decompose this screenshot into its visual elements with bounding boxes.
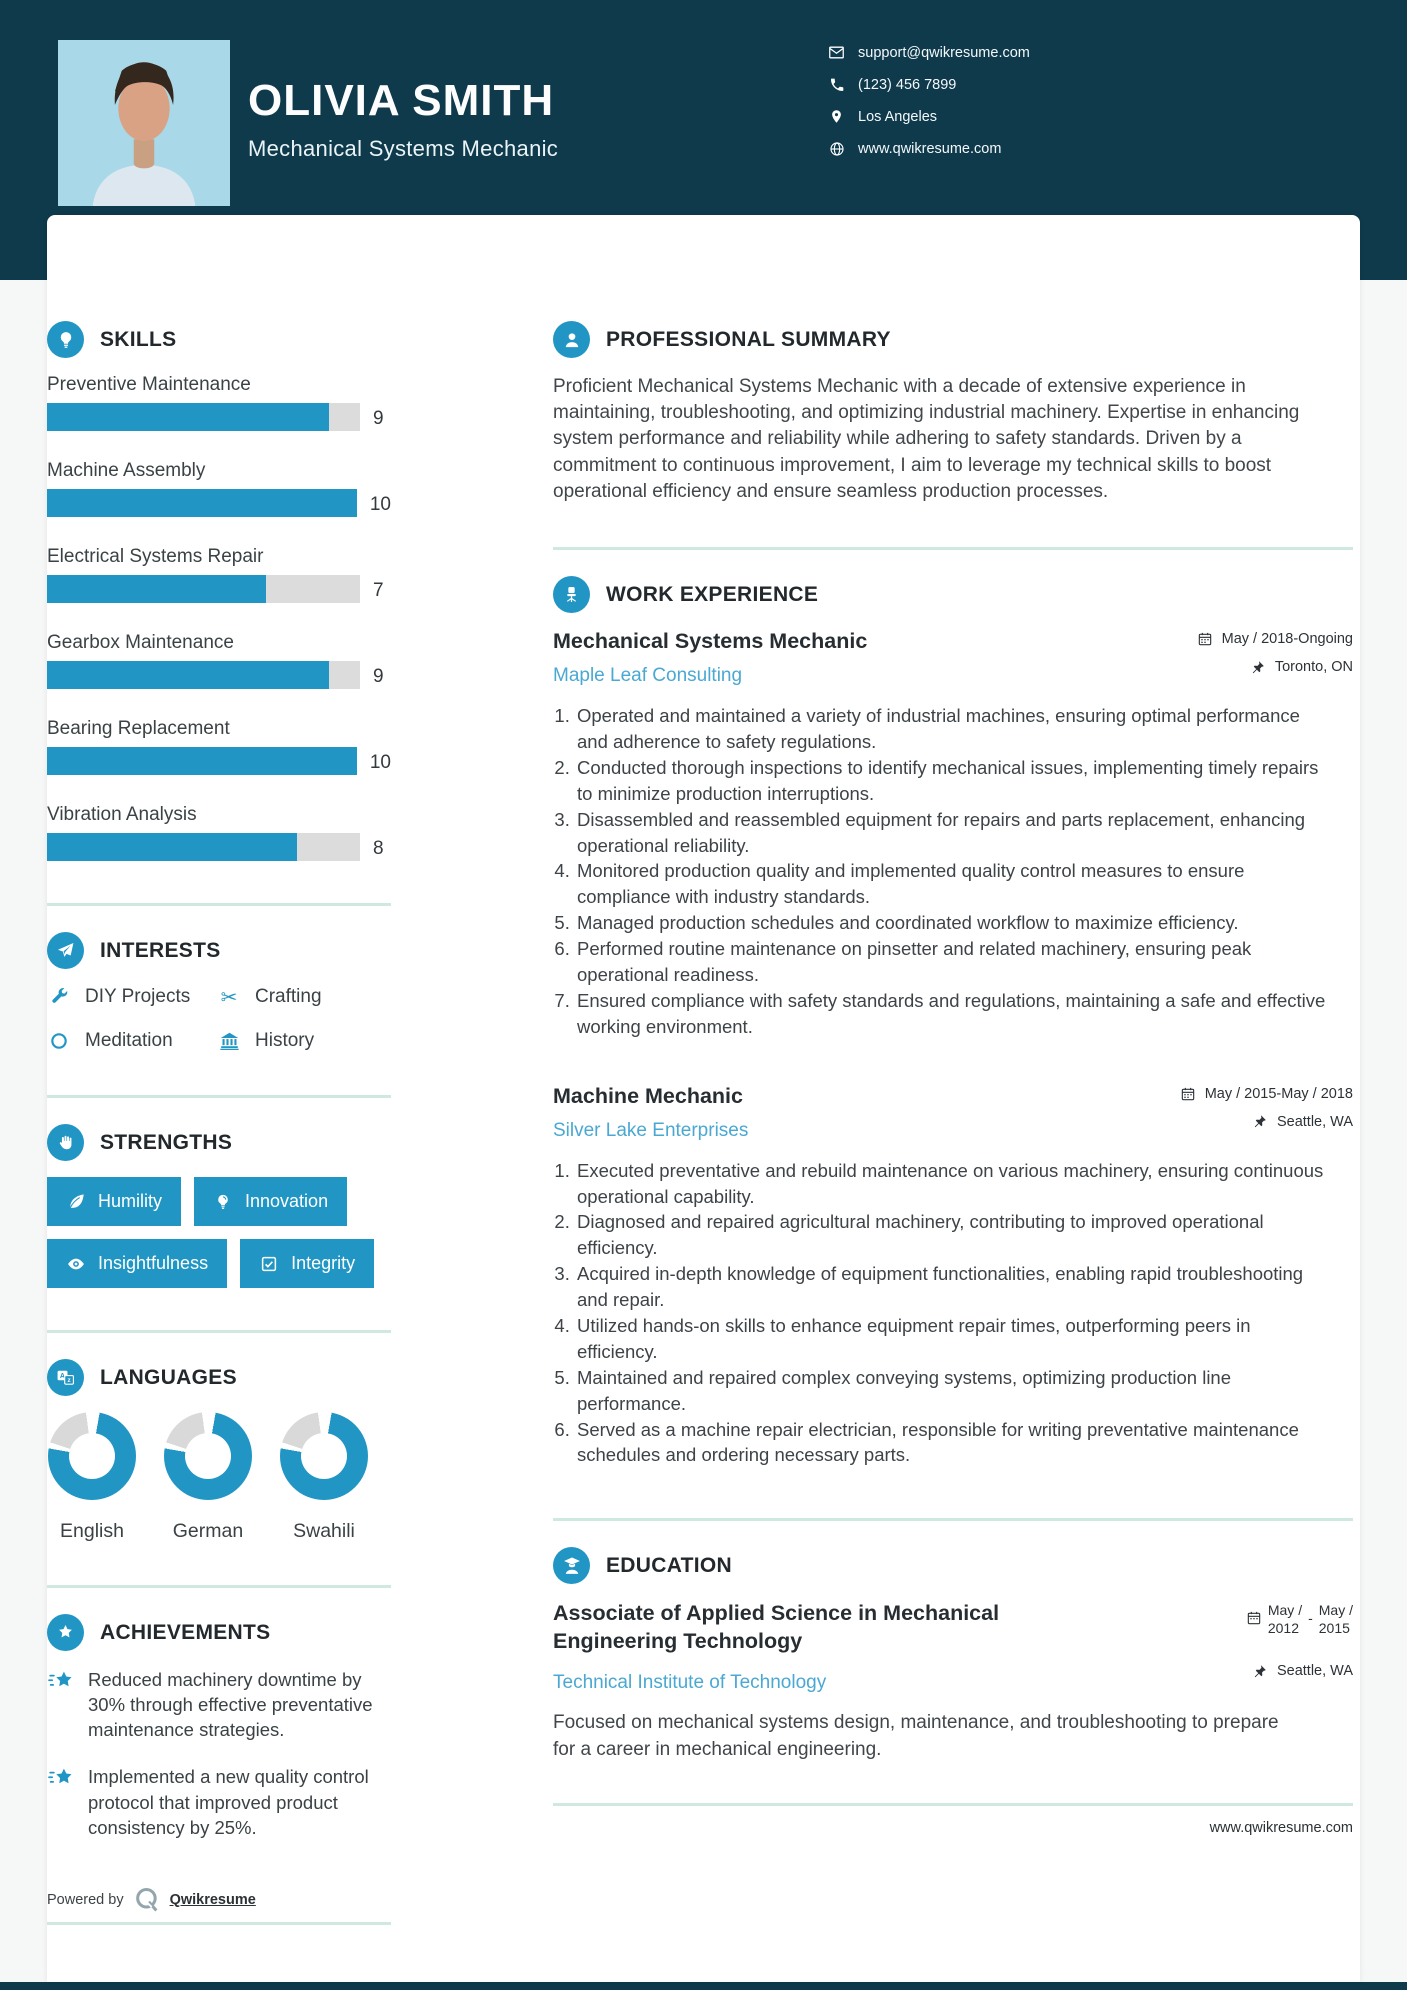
section-divider: [47, 1585, 391, 1588]
check-square-icon: [259, 1254, 279, 1274]
job-entry: [553, 1084, 1353, 1469]
eye-icon: [66, 1254, 86, 1274]
skill-label: Vibration Analysis: [47, 804, 197, 825]
strength-label: Integrity: [291, 1253, 356, 1273]
section-divider: [47, 1330, 391, 1333]
skill-label: Electrical Systems Repair: [47, 546, 264, 567]
interest-label: History: [255, 1030, 315, 1051]
identity-block: [248, 76, 558, 162]
job-company-link[interactable]: Maple Leaf Consulting: [553, 665, 743, 687]
language-donut-chart: [280, 1412, 368, 1500]
skill-bar-track: [47, 661, 360, 689]
skills-heading: SKILLS: [100, 327, 177, 351]
education-degree: Associate of Applied Science in Mechanical Engineering Technology: [553, 1601, 1000, 1654]
skill-value: 7: [373, 580, 384, 601]
skill-row: [47, 374, 391, 431]
language-item: [279, 1412, 369, 1543]
calendar-icon: [1246, 1610, 1262, 1626]
job-meta: [1197, 629, 1353, 687]
strength-badge: [194, 1177, 347, 1226]
phone-icon: [828, 76, 845, 93]
job-dates: [1197, 631, 1353, 647]
globe-icon: [828, 140, 845, 157]
education-meta: [1246, 1600, 1353, 1691]
lightbulb-icon: [47, 321, 84, 358]
contact-location-text: Los Angeles: [858, 108, 938, 125]
job-location-text: Seattle, WA: [1276, 1113, 1353, 1130]
graduate-icon: [553, 1547, 590, 1584]
job-dates-text: May / 2015-May / 2018: [1204, 1085, 1353, 1102]
strength-badge: [240, 1239, 374, 1288]
q-logo-icon: [133, 1886, 161, 1914]
job-bullet: 7. Ensured compliance with safety standards and regulations, maintaining a safe and effective working environment.: [575, 988, 1327, 1040]
skill-label: Gearbox Maintenance: [47, 632, 234, 653]
translate-icon: [47, 1359, 84, 1396]
job-bullet-list: [575, 703, 1327, 1040]
person-icon: [553, 321, 590, 358]
achievements-section-heading: [47, 1614, 391, 1651]
wrench-icon: [47, 985, 71, 1009]
skill-row: [47, 718, 391, 775]
interests-grid: [47, 985, 391, 1053]
job-location: [1197, 659, 1353, 675]
job-bullet: 6. Served as a machine repair electrician, responsible for writing preventative maintenance schedules and ordering necessary parts.: [575, 1417, 1327, 1469]
skill-bar-track: [47, 575, 360, 603]
job-bullet: 1. Executed preventative and rebuild maintenance on various machinery, ensuring continuous operational capability.: [575, 1158, 1327, 1210]
skill-bar-fill: [47, 833, 297, 861]
education-section-heading: [553, 1547, 1353, 1584]
education-dates: May / 2012 - May / 2015: [1246, 1602, 1353, 1637]
education-location: [1246, 1663, 1353, 1679]
strength-badge: [47, 1239, 227, 1288]
interest-item: [47, 985, 217, 1009]
summary-text: Proficient Mechanical Systems Mechanic with a decade of extensive experience in maintaining, troubleshooting, and optimizing industrial machinery. Expertise in enhancing system performance and reliability while adhering to safety standards. Driven by a commitment to continuous improvement, I aim to leverage my technical skills to boost operational efficiency and ensure seamless production processes.: [553, 376, 1300, 502]
svg-text:z: z: [67, 1377, 71, 1385]
experience-section-heading: [553, 576, 1353, 613]
strength-label: Insightfulness: [98, 1253, 209, 1273]
language-label: English: [60, 1520, 124, 1542]
bulb-icon: [213, 1192, 233, 1212]
interest-item: [47, 1029, 217, 1053]
education-school-link[interactable]: Technical Institute of Technology: [553, 1672, 827, 1694]
circle-icon: [47, 1029, 71, 1053]
powered-by-footer: [47, 1886, 391, 1925]
achievements-heading: ACHIEVEMENTS: [100, 1620, 271, 1644]
skills-section-heading: [47, 321, 391, 358]
website-footer: [553, 1803, 1353, 1836]
skill-bar-fill: [47, 747, 357, 775]
skill-row: [47, 632, 391, 689]
candidate-name: OLIVIA SMITH: [248, 76, 555, 125]
job-bullet: 3. Acquired in-depth knowledge of equipment functionalities, enabling rapid troubleshooting and repair.: [575, 1261, 1327, 1313]
summary-heading: PROFESSIONAL SUMMARY: [606, 327, 891, 351]
language-donut-chart: [164, 1412, 252, 1500]
education-location-text: Seattle, WA: [1276, 1663, 1353, 1680]
candidate-title: Mechanical Systems Mechanic: [248, 136, 559, 161]
skill-value: 10: [369, 752, 391, 773]
contact-location: [828, 108, 1030, 125]
skill-bar-fill: [47, 575, 266, 603]
job-title: Mechanical Systems Mechanic: [553, 629, 868, 654]
contact-website-text: www.qwikresume.com: [858, 140, 1002, 157]
bottom-band: [0, 1982, 1407, 1990]
section-divider: [47, 903, 391, 906]
job-location: [1180, 1114, 1353, 1130]
job-bullet: 6. Performed routine maintenance on pinsetter and related machinery, ensuring peak operational readiness.: [575, 936, 1327, 988]
job-meta: [1180, 1084, 1353, 1142]
interest-label: Meditation: [85, 1030, 173, 1051]
job-bullet: 5. Maintained and repaired complex conveying systems, optimizing production line performance.: [575, 1365, 1327, 1417]
achievement-item: [47, 1764, 391, 1839]
achievement-text: Implemented a new quality control protocol that improved product consistency by 25%.: [88, 1766, 369, 1838]
skill-row: [47, 804, 391, 861]
achievement-text: Reduced machinery downtime by 30% through effective preventative maintenance strategies.: [88, 1669, 373, 1741]
education-heading: EDUCATION: [606, 1553, 732, 1577]
job-dates-text: May / 2018-Ongoing: [1221, 631, 1353, 648]
calendar-icon: [1197, 631, 1213, 647]
skill-row: [47, 546, 391, 603]
strength-badge: [47, 1177, 181, 1226]
skill-value: 10: [369, 494, 391, 515]
footer-website-link[interactable]: www.qwikresume.com: [1209, 1820, 1353, 1837]
powered-by-text: Powered by: [47, 1891, 124, 1908]
skill-bar-track: [47, 489, 357, 517]
languages-section-heading: [47, 1359, 391, 1396]
interest-item: [217, 1029, 391, 1053]
right-column: [553, 321, 1353, 1836]
section-divider: [553, 547, 1353, 550]
job-bullet: 5. Managed production schedules and coordinated workflow to maximize efficiency.: [575, 910, 1327, 936]
strengths-badges: [47, 1177, 391, 1288]
achievement-item: [47, 1667, 391, 1742]
strength-label: Innovation: [245, 1191, 329, 1211]
job-bullet: 4. Monitored production quality and implemented quality control measures to ensure compliance with industry standards.: [575, 858, 1327, 910]
job-bullet: 4. Utilized hands-on skills to enhance equipment repair times, outperforming peers in efficiency.: [575, 1313, 1327, 1365]
language-item: [47, 1412, 137, 1543]
language-label: Swahili: [293, 1520, 355, 1542]
languages-heading: LANGUAGES: [100, 1365, 237, 1389]
job-bullet-list: [575, 1158, 1327, 1469]
content-card: [47, 215, 1360, 1982]
skill-label: Machine Assembly: [47, 460, 206, 481]
skill-bar-fill: [47, 489, 357, 517]
qwikresume-link[interactable]: Qwikresume: [169, 1891, 256, 1908]
strengths-section-heading: [47, 1124, 391, 1161]
job-bullet: 2. Diagnosed and repaired agricultural machinery, contributing to improved operational efficiency.: [575, 1209, 1327, 1261]
job-dates: [1180, 1086, 1353, 1102]
pushpin-icon: [1252, 1663, 1268, 1679]
shooting-star-icon: [47, 1667, 75, 1695]
interest-item: [217, 985, 391, 1009]
education-date-separator: -: [1308, 1610, 1313, 1627]
language-item: [163, 1412, 253, 1543]
summary-section-heading: [553, 321, 1353, 358]
pushpin-icon: [1252, 1114, 1268, 1130]
skill-bar-track: [47, 403, 360, 431]
skill-label: Preventive Maintenance: [47, 374, 251, 395]
experience-heading: WORK EXPERIENCE: [606, 582, 819, 606]
section-divider: [553, 1518, 1353, 1521]
skill-value: 9: [373, 666, 384, 687]
pushpin-icon: [1250, 659, 1266, 675]
job-bullet: 1. Operated and maintained a variety of industrial machines, ensuring optimal performance and adherence to safety regulations.: [575, 703, 1327, 755]
education-entry: [553, 1600, 1353, 1694]
map-pin-icon: [828, 108, 845, 125]
interest-label: Crafting: [255, 986, 322, 1007]
contact-email[interactable]: [828, 44, 1030, 61]
job-bullet: 3. Disassembled and reassembled equipment for repairs and parts replacement, enhancing operational reliability.: [575, 807, 1327, 859]
job-title: Machine Mechanic: [553, 1083, 743, 1108]
education-date-from: May /: [1267, 1602, 1303, 1619]
strengths-heading: STRENGTHS: [100, 1130, 233, 1154]
section-divider: [47, 1095, 391, 1098]
calendar-icon: [1180, 1086, 1196, 1102]
interest-label: DIY Projects: [85, 986, 191, 1007]
contact-phone[interactable]: [828, 76, 1030, 93]
portrait-illustration: [58, 40, 230, 206]
leaf-icon: [66, 1192, 86, 1212]
skill-value: 9: [373, 408, 384, 429]
skill-bar-track: [47, 747, 357, 775]
interests-heading: INTERESTS: [100, 938, 221, 962]
office-chair-icon: [553, 576, 590, 613]
envelope-icon: [828, 44, 845, 61]
paper-plane-icon: [47, 932, 84, 969]
shooting-star-icon: [47, 1764, 75, 1792]
scissors-icon: ✂: [220, 986, 238, 1009]
language-label: German: [172, 1520, 244, 1542]
bank-icon: [217, 1029, 241, 1053]
fist-icon: [47, 1124, 84, 1161]
education-date-to: May /: [1318, 1602, 1353, 1619]
contact-website[interactable]: [828, 140, 1030, 157]
skill-label: Bearing Replacement: [47, 718, 230, 739]
skill-bar-track: [47, 833, 360, 861]
skill-value: 8: [373, 838, 384, 859]
strength-label: Humility: [98, 1191, 163, 1211]
skill-bar-fill: [47, 403, 329, 431]
contact-email-text: support@qwikresume.com: [858, 44, 1030, 61]
job-entry: [553, 629, 1353, 1040]
languages-donuts: [47, 1412, 391, 1543]
job-bullet: 2. Conducted thorough inspections to identify mechanical issues, implementing timely repairs to minimize production interruptions.: [575, 755, 1327, 807]
interests-section-heading: [47, 932, 391, 969]
job-location-text: Toronto, ON: [1274, 659, 1353, 676]
svg-text:A: A: [59, 1371, 66, 1380]
left-column: [47, 321, 391, 1925]
star-icon: [47, 1614, 84, 1651]
skill-bar-fill: [47, 661, 329, 689]
skill-row: [47, 460, 391, 517]
language-donut-chart: [48, 1412, 136, 1500]
profile-photo: [58, 40, 230, 206]
contact-list: [828, 44, 1030, 157]
contact-phone-text: (123) 456 7899: [858, 76, 957, 93]
education-description: Focused on mechanical systems design, maintenance, and troubleshooting to prepare for a career in mechanical engineering.: [553, 1712, 1279, 1760]
job-company-link[interactable]: Silver Lake Enterprises: [553, 1119, 749, 1141]
